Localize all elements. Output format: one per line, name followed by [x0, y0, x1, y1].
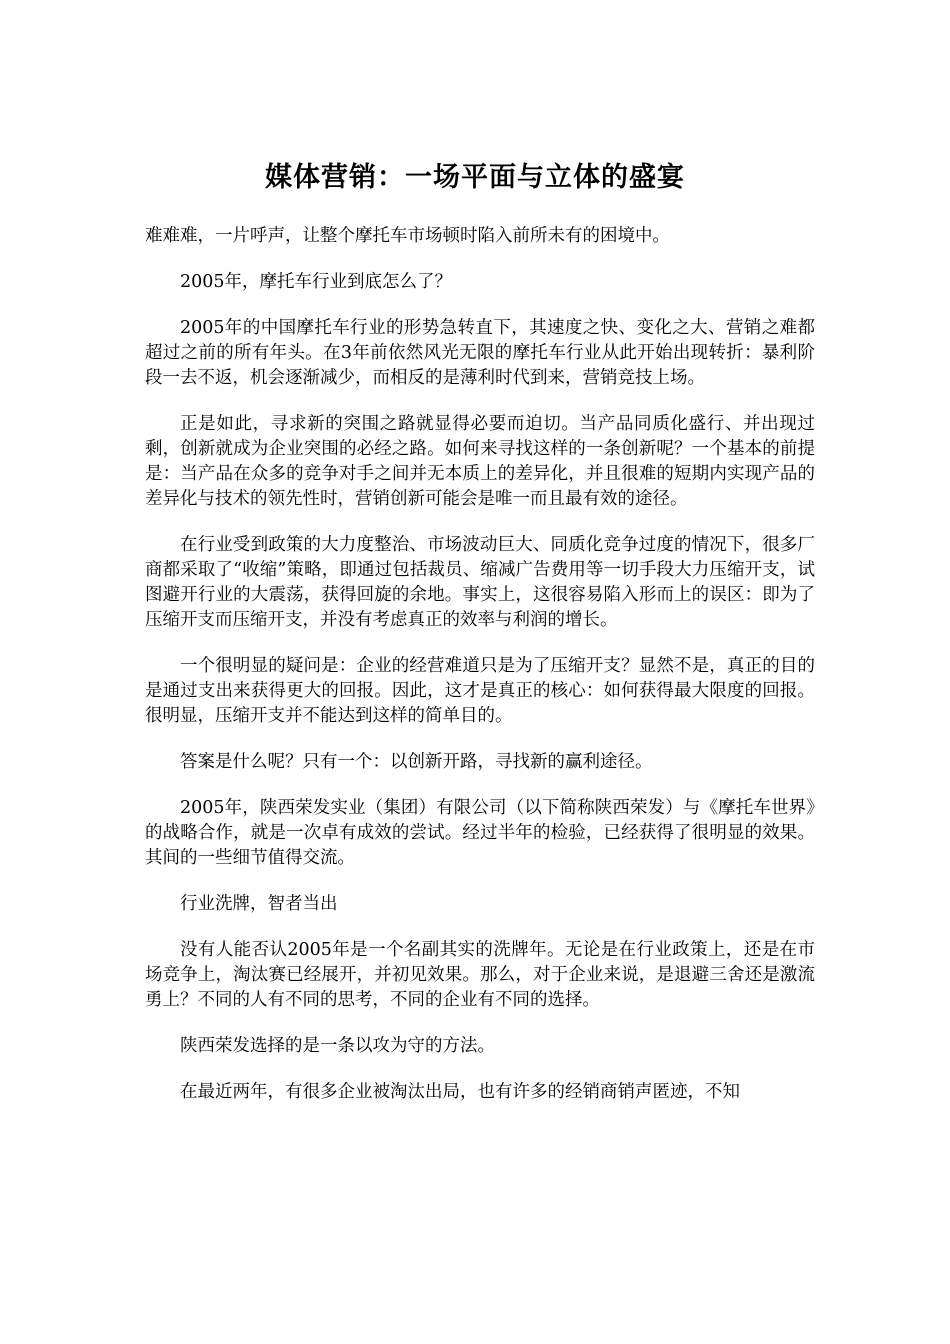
- paragraph: 没有人能否认2005年是一个名副其实的洗牌年。无论是在行业政策上，还是在市场竞争上，淘汰赛已经展开，并初见效果。那么，对于企业来说，是退避三舍还是激流勇上？不同的人有不同的思考，不同的企业有不同的选择。: [145, 940, 815, 1010]
- paragraph: 一个很明显的疑问是：企业的经营难道只是为了压缩开支？显然不是，真正的目的是通过支出来获得更大的回报。因此，这才是真正的核心：如何获得最大限度的回报。很明显，压缩开支并不能达到这样的简单目的。: [145, 656, 815, 726]
- paragraph: 在行业受到政策的大力度整治、市场波动巨大、同质化竞争过度的情况下，很多厂商都采取了“收缩”策略，即通过包括裁员、缩减广告费用等一切手段大力压缩开支，试图避开行业的大震荡，获得回旋的余地。事实上，这很容易陷入形而上的误区：即为了压缩开支而压缩开支，并没有考虑真正的效率与利润的增长。: [145, 535, 815, 630]
- paragraph: 2005年的中国摩托车行业的形势急转直下，其速度之快、变化之大、营销之难都超过之前的所有年头。在3年前依然风光无限的摩托车行业从此开始出现转折：暴利阶段一去不返，机会逐渐减少，而相反的是薄利时代到来，营销竞技上场。: [145, 318, 815, 388]
- paragraph: 2005年，陕西荣发实业（集团）有限公司（以下简称陕西荣发）与《摩托车世界》的战略合作，就是一次卓有成效的尝试。经过半年的检验，已经获得了很明显的效果。其间的一些细节值得交流。: [145, 798, 815, 868]
- paragraph: 难难难，一片呼声，让整个摩托车市场顿时陷入前所未有的困境中。: [145, 226, 670, 246]
- paragraph: 陕西荣发选择的是一条以攻为守的方法。: [180, 1036, 495, 1056]
- document-body: [145, 224, 815, 1126]
- paragraph: 答案是什么呢？只有一个：以创新开路，寻找新的赢利途径。: [180, 752, 653, 772]
- section-heading: 行业洗牌，智者当出: [180, 894, 338, 914]
- document-title: 媒体营销：一场平面与立体的盛宴: [265, 162, 685, 193]
- paragraph: 2005年，摩托车行业到底怎么了？: [180, 272, 453, 292]
- paragraph: 正是如此，寻求新的突围之路就显得必要而迫切。当产品同质化盛行、并出现过剩，创新就成为企业突围的必经之路。如何来寻找这样的一条创新呢？一个基本的前提是：当产品在众多的竞争对手之间并无本质上的差异化，并且很难的短期内实现产品的差异化与技术的领先性时，营销创新可能会是唯一而且最有效的途径。: [145, 414, 815, 509]
- paragraph: 在最近两年，有很多企业被淘汰出局，也有许多的经销商销声匿迹，不知: [180, 1082, 740, 1102]
